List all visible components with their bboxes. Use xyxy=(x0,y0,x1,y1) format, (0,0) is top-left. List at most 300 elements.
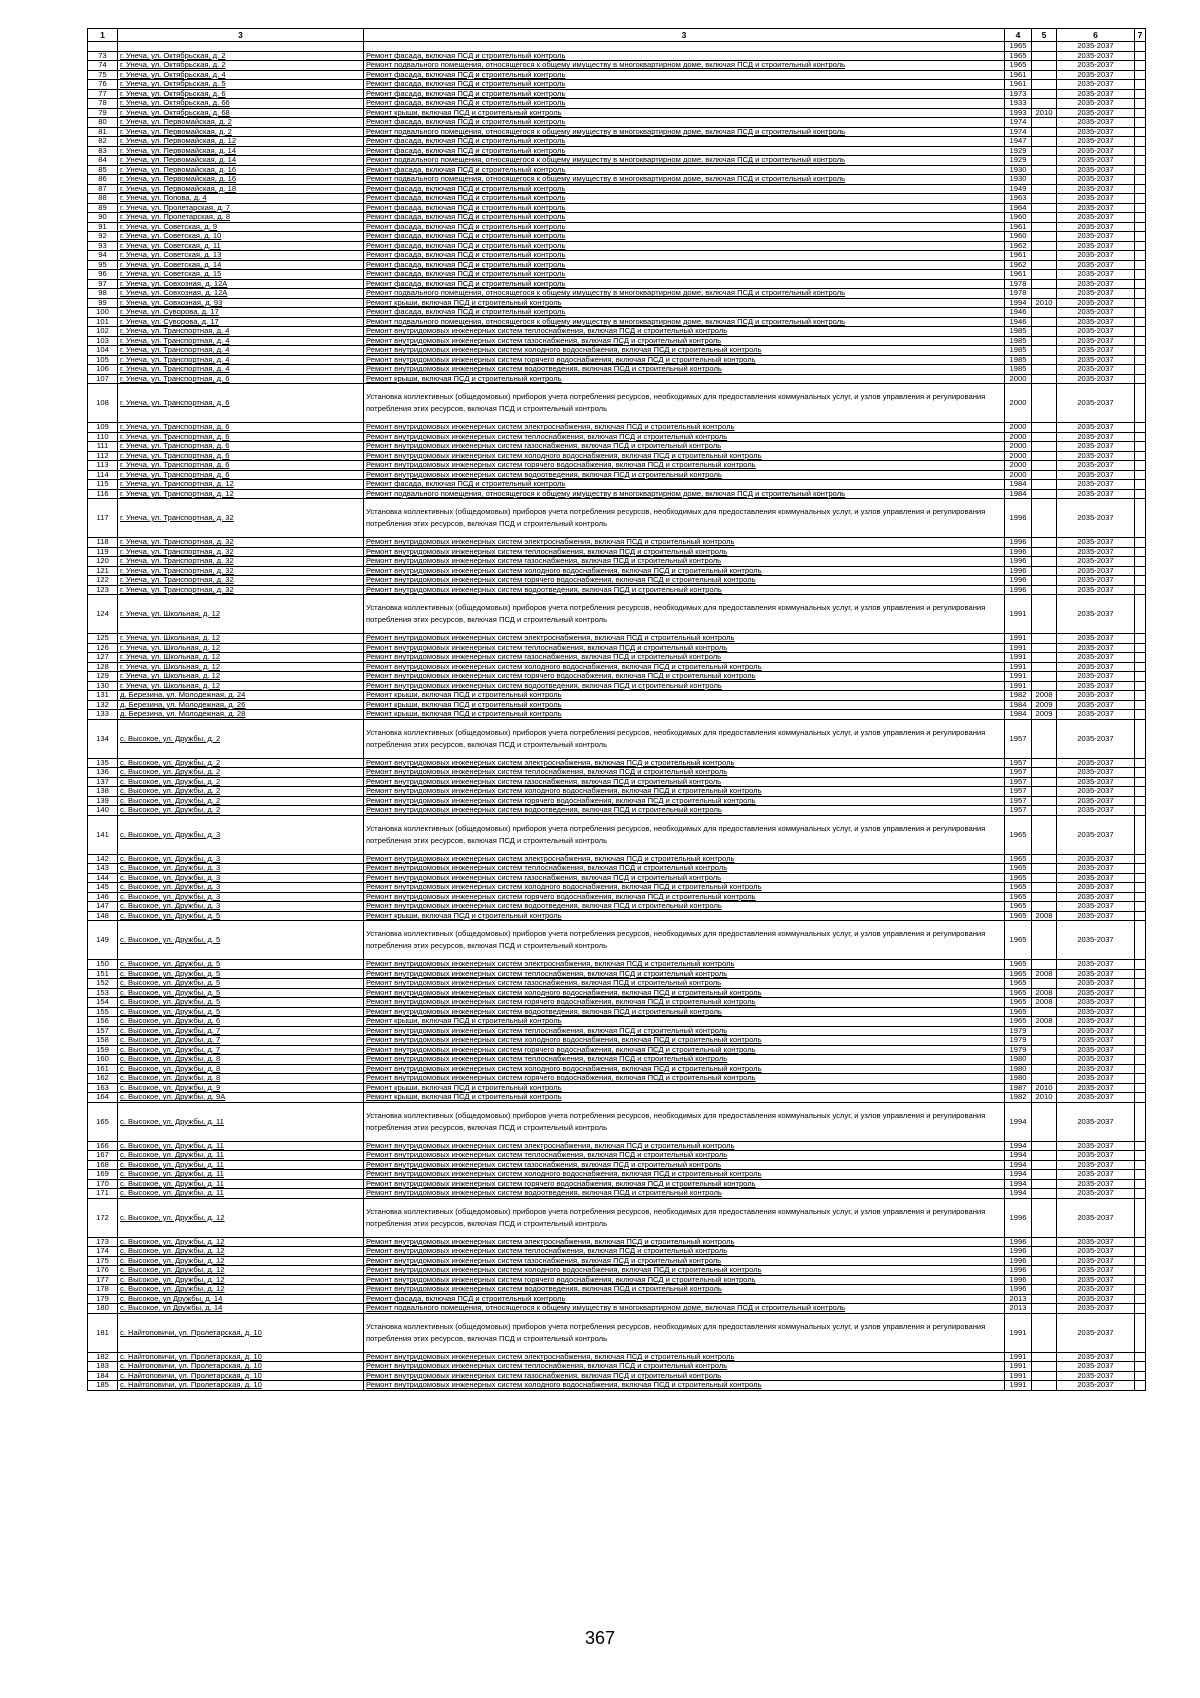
cell-col-5 xyxy=(1032,374,1057,384)
cell-col-4: 1965 xyxy=(1005,42,1032,52)
cell-col-2: с. Высокое, ул. Дружбы, д. 5 xyxy=(118,960,364,970)
cell-col-1: 178 xyxy=(88,1285,118,1295)
table-row xyxy=(88,1313,1146,1352)
cell-col-5 xyxy=(1032,327,1057,337)
cell-col-1: 136 xyxy=(88,768,118,778)
cell-col-1: 154 xyxy=(88,998,118,1008)
cell-col-4: 1985 xyxy=(1005,346,1032,356)
cell-col-3: Ремонт внутридомовых инженерных систем электроснабжения, включая ПСД и строительный контроль xyxy=(364,1237,1005,1247)
cell-col-4: 1994 xyxy=(1005,1102,1032,1141)
cell-col-4: 1994 xyxy=(1005,1151,1032,1161)
cell-col-3: Ремонт фасада, включая ПСД и строительный контроль xyxy=(364,480,1005,490)
cell-col-7 xyxy=(1135,251,1146,261)
table-row xyxy=(88,921,1146,960)
cell-col-7 xyxy=(1135,1313,1146,1352)
cell-col-6: 2035-2037 xyxy=(1057,1189,1135,1199)
cell-col-3: Ремонт внутридомовых инженерных систем холодного водоснабжения, включая ПСД и строительный контроль xyxy=(364,988,1005,998)
cell-col-3: Установка коллективных (общедомовых) приборов учета потребления ресурсов, необходимых для предоставления коммунальных услуг, и узлов управления и регулирования потребления этих ресурсов, включая ПСД и строительный контроль xyxy=(364,1198,1005,1237)
cell-col-5 xyxy=(1032,213,1057,223)
cell-col-7 xyxy=(1135,423,1146,433)
cell-col-7 xyxy=(1135,691,1146,701)
cell-col-2: г. Унеча, ул. Школьная, д. 12 xyxy=(118,634,364,644)
table-row xyxy=(88,99,1146,109)
cell-col-5 xyxy=(1032,815,1057,854)
cell-col-7 xyxy=(1135,806,1146,816)
cell-col-4: 1973 xyxy=(1005,89,1032,99)
cell-col-1: 122 xyxy=(88,576,118,586)
table-row xyxy=(88,89,1146,99)
cell-col-5 xyxy=(1032,547,1057,557)
table-row xyxy=(88,960,1146,970)
cell-col-5 xyxy=(1032,1007,1057,1017)
cell-col-7 xyxy=(1135,1294,1146,1304)
table-row xyxy=(88,1304,1146,1314)
cell-col-3: Ремонт внутридомовых инженерных систем холодного водоснабжения, включая ПСД и строительный контроль xyxy=(364,1036,1005,1046)
cell-col-7 xyxy=(1135,1055,1146,1065)
cell-col-4: 1965 xyxy=(1005,815,1032,854)
cell-col-7 xyxy=(1135,222,1146,232)
cell-col-3: Ремонт внутридомовых инженерных систем водоотведения, включая ПСД и строительный контроль xyxy=(364,1007,1005,1017)
cell-col-6: 2035-2037 xyxy=(1057,796,1135,806)
cell-col-2: г. Унеча, ул. Транспортная, д. 32 xyxy=(118,538,364,548)
cell-col-5 xyxy=(1032,662,1057,672)
cell-col-6: 2035-2037 xyxy=(1057,89,1135,99)
cell-col-1: 127 xyxy=(88,653,118,663)
cell-col-1: 113 xyxy=(88,461,118,471)
cell-col-3: Ремонт внутридомовых инженерных систем газоснабжения, включая ПСД и строительный контроль xyxy=(364,1160,1005,1170)
table-row xyxy=(88,1007,1146,1017)
cell-col-4: 1957 xyxy=(1005,806,1032,816)
cell-col-6: 2035-2037 xyxy=(1057,921,1135,960)
cell-col-6: 2035-2037 xyxy=(1057,768,1135,778)
cell-col-2: г. Унеча, ул. Транспортная, д. 6 xyxy=(118,384,364,423)
table-row xyxy=(88,308,1146,318)
cell-col-5 xyxy=(1032,89,1057,99)
cell-col-2: с. Высокое, ул. Дружбы, д. 8 xyxy=(118,1064,364,1074)
cell-col-3: Ремонт внутридомовых инженерных систем газоснабжения, включая ПСД и строительный контроль xyxy=(364,1371,1005,1381)
cell-col-6: 2035-2037 xyxy=(1057,960,1135,970)
cell-col-1: 183 xyxy=(88,1362,118,1372)
cell-col-3: Ремонт фасада, включая ПСД и строительный контроль xyxy=(364,137,1005,147)
cell-col-5 xyxy=(1032,1352,1057,1362)
cell-col-4: 1957 xyxy=(1005,777,1032,787)
cell-col-7 xyxy=(1135,260,1146,270)
cell-col-6: 2035-2037 xyxy=(1057,251,1135,261)
cell-col-4: 1980 xyxy=(1005,1064,1032,1074)
cell-col-4: 1930 xyxy=(1005,165,1032,175)
cell-col-1: 79 xyxy=(88,108,118,118)
cell-col-1: 182 xyxy=(88,1352,118,1362)
cell-col-7 xyxy=(1135,883,1146,893)
cell-col-3: Ремонт внутридомовых инженерных систем газоснабжения, включая ПСД и строительный контроль xyxy=(364,873,1005,883)
cell-col-1: 93 xyxy=(88,241,118,251)
cell-col-6: 2035-2037 xyxy=(1057,815,1135,854)
cell-col-2: г. Унеча, ул. Транспортная, д. 6 xyxy=(118,461,364,471)
table-row xyxy=(88,1189,1146,1199)
cell-col-2: с. Высокое, ул. Дружбы, д. 6 xyxy=(118,1017,364,1027)
cell-col-7 xyxy=(1135,308,1146,318)
cell-col-5 xyxy=(1032,118,1057,128)
cell-col-4: 1965 xyxy=(1005,864,1032,874)
table-row xyxy=(88,108,1146,118)
cell-col-2: с. Высокое, ул. Дружбы, д. 8 xyxy=(118,1074,364,1084)
cell-col-3: Ремонт подвального помещения, относящегося к общему имуществу в многоквартирном доме, включая ПСД и строительный контроль xyxy=(364,127,1005,137)
cell-col-6: 2035-2037 xyxy=(1057,1074,1135,1084)
table-row xyxy=(88,232,1146,242)
table-row xyxy=(88,289,1146,299)
cell-col-6: 2035-2037 xyxy=(1057,1256,1135,1266)
cell-col-1: 139 xyxy=(88,796,118,806)
cell-col-5 xyxy=(1032,768,1057,778)
cell-col-7 xyxy=(1135,298,1146,308)
cell-col-6: 2035-2037 xyxy=(1057,118,1135,128)
table-row xyxy=(88,480,1146,490)
cell-col-6: 2035-2037 xyxy=(1057,1237,1135,1247)
cell-col-3: Ремонт фасада, включая ПСД и строительный контроль xyxy=(364,260,1005,270)
cell-col-3: Ремонт подвального помещения, относящегося к общему имуществу в многоквартирном доме, включая ПСД и строительный контроль xyxy=(364,156,1005,166)
cell-col-1: 144 xyxy=(88,873,118,883)
table-row xyxy=(88,423,1146,433)
cell-col-5 xyxy=(1032,355,1057,365)
cell-col-6: 2035-2037 xyxy=(1057,42,1135,52)
cell-col-7 xyxy=(1135,998,1146,1008)
cell-col-1: 128 xyxy=(88,662,118,672)
cell-col-2: г. Унеча, ул. Транспортная, д. 6 xyxy=(118,470,364,480)
cell-col-6: 2035-2037 xyxy=(1057,1141,1135,1151)
cell-col-3: Ремонт внутридомовых инженерных систем горячего водоснабжения, включая ПСД и строительный контроль xyxy=(364,355,1005,365)
cell-col-5 xyxy=(1032,1198,1057,1237)
cell-col-1: 92 xyxy=(88,232,118,242)
cell-col-2 xyxy=(118,42,364,52)
cell-col-4: 2000 xyxy=(1005,442,1032,452)
cell-col-5 xyxy=(1032,1275,1057,1285)
cell-col-5 xyxy=(1032,576,1057,586)
cell-col-3: Ремонт внутридомовых инженерных систем теплоснабжения, включая ПСД и строительный контроль xyxy=(364,432,1005,442)
table-row xyxy=(88,451,1146,461)
cell-col-7 xyxy=(1135,768,1146,778)
cell-col-1: 169 xyxy=(88,1170,118,1180)
cell-col-3: Ремонт внутридомовых инженерных систем электроснабжения, включая ПСД и строительный контроль xyxy=(364,758,1005,768)
cell-col-5 xyxy=(1032,1189,1057,1199)
cell-col-3: Ремонт внутридомовых инженерных систем горячего водоснабжения, включая ПСД и строительный контроль xyxy=(364,1275,1005,1285)
cell-col-4: 1984 xyxy=(1005,489,1032,499)
cell-col-2: г. Унеча, ул. Школьная, д. 12 xyxy=(118,672,364,682)
cell-col-6: 2035-2037 xyxy=(1057,442,1135,452)
cell-col-5: 2009 xyxy=(1032,700,1057,710)
cell-col-2: с. Высокое, ул. Дружбы, д. 12 xyxy=(118,1247,364,1257)
cell-col-3: Ремонт подвального помещения, относящегося к общему имуществу в многоквартирном доме, включая ПСД и строительный контроль xyxy=(364,289,1005,299)
cell-col-5 xyxy=(1032,365,1057,375)
cell-col-6: 2035-2037 xyxy=(1057,1275,1135,1285)
cell-col-2: с. Высокое, ул. Дружбы, д. 12 xyxy=(118,1285,364,1295)
cell-col-2: г. Унеча, ул. Транспортная, д. 4 xyxy=(118,365,364,375)
table-row xyxy=(88,213,1146,223)
page-number: 367 xyxy=(584,1628,616,1648)
cell-col-5 xyxy=(1032,1237,1057,1247)
cell-col-6: 2035-2037 xyxy=(1057,806,1135,816)
cell-col-5 xyxy=(1032,595,1057,634)
cell-col-5 xyxy=(1032,653,1057,663)
cell-col-5 xyxy=(1032,442,1057,452)
cell-col-1: 159 xyxy=(88,1045,118,1055)
cell-col-3: Ремонт внутридомовых инженерных систем водоотведения, включая ПСД и строительный контроль xyxy=(364,1189,1005,1199)
cell-col-4: 1957 xyxy=(1005,768,1032,778)
cell-col-2: с. Высокое, ул. Дружбы, д. 11 xyxy=(118,1102,364,1141)
cell-col-6: 2035-2037 xyxy=(1057,1294,1135,1304)
cell-col-7 xyxy=(1135,787,1146,797)
table-row xyxy=(88,1036,1146,1046)
table-row xyxy=(88,1275,1146,1285)
cell-col-1: 130 xyxy=(88,681,118,691)
cell-col-4: 1961 xyxy=(1005,251,1032,261)
cell-col-5 xyxy=(1032,864,1057,874)
cell-col-4: 1996 xyxy=(1005,1247,1032,1257)
cell-col-3: Ремонт внутридомовых инженерных систем теплоснабжения, включая ПСД и строительный контроль xyxy=(364,1026,1005,1036)
cell-col-7 xyxy=(1135,279,1146,289)
cell-col-2: г. Унеча, ул. Транспортная, д. 6 xyxy=(118,442,364,452)
cell-col-1: 181 xyxy=(88,1313,118,1352)
cell-col-7 xyxy=(1135,672,1146,682)
table-row xyxy=(88,719,1146,758)
cell-col-3: Ремонт внутридомовых инженерных систем теплоснабжения, включая ПСД и строительный контроль xyxy=(364,327,1005,337)
cell-col-6: 2035-2037 xyxy=(1057,1045,1135,1055)
table-row xyxy=(88,241,1146,251)
cell-col-3: Ремонт внутридомовых инженерных систем горячего водоснабжения, включая ПСД и строительный контроль xyxy=(364,461,1005,471)
cell-col-6: 2035-2037 xyxy=(1057,969,1135,979)
cell-col-3: Ремонт внутридомовых инженерных систем газоснабжения, включая ПСД и строительный контроль xyxy=(364,653,1005,663)
header-cell: 3 xyxy=(364,29,1005,42)
cell-col-5 xyxy=(1032,99,1057,109)
cell-col-4: 1957 xyxy=(1005,787,1032,797)
cell-col-3 xyxy=(364,42,1005,52)
cell-col-5 xyxy=(1032,566,1057,576)
table-row xyxy=(88,384,1146,423)
cell-col-5 xyxy=(1032,1313,1057,1352)
cell-col-5 xyxy=(1032,892,1057,902)
cell-col-1: 94 xyxy=(88,251,118,261)
cell-col-2: г. Унеча, ул. Октябрьская, д. 2 xyxy=(118,61,364,71)
cell-col-1: 83 xyxy=(88,146,118,156)
cell-col-3: Ремонт фасада, включая ПСД и строительный контроль xyxy=(364,279,1005,289)
cell-col-6: 2035-2037 xyxy=(1057,787,1135,797)
cell-col-2: г. Унеча, ул. Школьная, д. 12 xyxy=(118,643,364,653)
cell-col-3: Ремонт внутридомовых инженерных систем горячего водоснабжения, включая ПСД и строительный контроль xyxy=(364,892,1005,902)
cell-col-1: 180 xyxy=(88,1304,118,1314)
cell-col-1: 97 xyxy=(88,279,118,289)
cell-col-4: 1985 xyxy=(1005,336,1032,346)
cell-col-7 xyxy=(1135,634,1146,644)
cell-col-3: Ремонт крыши, включая ПСД и строительный контроль xyxy=(364,1017,1005,1027)
cell-col-5 xyxy=(1032,643,1057,653)
cell-col-5 xyxy=(1032,42,1057,52)
table-row xyxy=(88,346,1146,356)
cell-col-3: Установка коллективных (общедомовых) приборов учета потребления ресурсов, необходимых для предоставления коммунальных услуг, и узлов управления и регулирования потребления этих ресурсов, включая ПСД и строительный контроль xyxy=(364,921,1005,960)
cell-col-1: 184 xyxy=(88,1371,118,1381)
cell-col-5 xyxy=(1032,137,1057,147)
cell-col-6: 2035-2037 xyxy=(1057,854,1135,864)
cell-col-5 xyxy=(1032,1151,1057,1161)
cell-col-4: 1991 xyxy=(1005,1371,1032,1381)
cell-col-7 xyxy=(1135,1160,1146,1170)
cell-col-1: 163 xyxy=(88,1083,118,1093)
cell-col-5 xyxy=(1032,384,1057,423)
cell-col-7 xyxy=(1135,1007,1146,1017)
cell-col-1: 87 xyxy=(88,184,118,194)
cell-col-2: с. Найтоповичи, ул. Пролетарская, д. 10 xyxy=(118,1352,364,1362)
cell-col-4: 1991 xyxy=(1005,653,1032,663)
cell-col-1: 175 xyxy=(88,1256,118,1266)
cell-col-4: 1965 xyxy=(1005,979,1032,989)
cell-col-2: д. Березина, ул. Молодежная, д. 28 xyxy=(118,710,364,720)
cell-col-7 xyxy=(1135,921,1146,960)
cell-col-5 xyxy=(1032,289,1057,299)
cell-col-1: 124 xyxy=(88,595,118,634)
cell-col-7 xyxy=(1135,902,1146,912)
cell-col-3: Ремонт внутридомовых инженерных систем водоотведения, включая ПСД и строительный контроль xyxy=(364,585,1005,595)
cell-col-4: 1949 xyxy=(1005,184,1032,194)
cell-col-3: Ремонт внутридомовых инженерных систем холодного водоснабжения, включая ПСД и строительный контроль xyxy=(364,662,1005,672)
cell-col-1: 84 xyxy=(88,156,118,166)
cell-col-2: г. Унеча, ул. Пролетарская, д. 7 xyxy=(118,203,364,213)
cell-col-3: Ремонт крыши, включая ПСД и строительный контроль xyxy=(364,298,1005,308)
cell-col-4: 1994 xyxy=(1005,298,1032,308)
table-row xyxy=(88,156,1146,166)
cell-col-1: 177 xyxy=(88,1275,118,1285)
cell-col-3: Ремонт внутридомовых инженерных систем электроснабжения, включая ПСД и строительный контроль xyxy=(364,423,1005,433)
cell-col-2: г. Унеча, ул. Транспортная, д. 6 xyxy=(118,374,364,384)
cell-col-2: с. Найтоповичи, ул. Пролетарская, д. 10 xyxy=(118,1381,364,1391)
cell-col-6: 2035-2037 xyxy=(1057,222,1135,232)
table-row xyxy=(88,489,1146,499)
cell-col-6: 2035-2037 xyxy=(1057,298,1135,308)
cell-col-6: 2035-2037 xyxy=(1057,470,1135,480)
cell-col-6: 2035-2037 xyxy=(1057,279,1135,289)
cell-col-6: 2035-2037 xyxy=(1057,365,1135,375)
cell-col-5: 2010 xyxy=(1032,298,1057,308)
cell-col-3: Ремонт внутридомовых инженерных систем теплоснабжения, включая ПСД и строительный контроль xyxy=(364,643,1005,653)
cell-col-3: Ремонт внутридомовых инженерных систем теплоснабжения, включая ПСД и строительный контроль xyxy=(364,768,1005,778)
cell-col-7 xyxy=(1135,719,1146,758)
table-row xyxy=(88,51,1146,61)
cell-col-6: 2035-2037 xyxy=(1057,979,1135,989)
cell-col-3: Ремонт фасада, включая ПСД и строительный контроль xyxy=(364,194,1005,204)
cell-col-4: 1962 xyxy=(1005,241,1032,251)
cell-col-2: с. Высокое, ул. Дружбы, д. 3 xyxy=(118,854,364,864)
cell-col-4: 1965 xyxy=(1005,911,1032,921)
cell-col-4: 1982 xyxy=(1005,691,1032,701)
table-row xyxy=(88,118,1146,128)
table-row xyxy=(88,1074,1146,1084)
cell-col-4: 1996 xyxy=(1005,499,1032,538)
cell-col-4: 1965 xyxy=(1005,51,1032,61)
cell-col-3: Ремонт крыши, включая ПСД и строительный контроль xyxy=(364,1093,1005,1103)
cell-col-2: с. Высокое, ул. Дружбы, д. 3 xyxy=(118,873,364,883)
table-row xyxy=(88,768,1146,778)
cell-col-7 xyxy=(1135,1026,1146,1036)
cell-col-7 xyxy=(1135,374,1146,384)
cell-col-5 xyxy=(1032,1179,1057,1189)
table-row xyxy=(88,70,1146,80)
cell-col-3: Ремонт внутридомовых инженерных систем водоотведения, включая ПСД и строительный контроль xyxy=(364,681,1005,691)
header-cell: 4 xyxy=(1005,29,1032,42)
cell-col-7 xyxy=(1135,796,1146,806)
cell-col-3: Ремонт внутридомовых инженерных систем электроснабжения, включая ПСД и строительный контроль xyxy=(364,1141,1005,1151)
cell-col-4: 2000 xyxy=(1005,470,1032,480)
cell-col-6: 2035-2037 xyxy=(1057,260,1135,270)
cell-col-2: г. Унеча, ул. Транспортная, д. 32 xyxy=(118,557,364,567)
cell-col-2: с. Высокое, ул. Дружбы, д. 2 xyxy=(118,758,364,768)
cell-col-5 xyxy=(1032,156,1057,166)
cell-col-5 xyxy=(1032,1064,1057,1074)
cell-col-7 xyxy=(1135,384,1146,423)
cell-col-5 xyxy=(1032,777,1057,787)
cell-col-7 xyxy=(1135,1093,1146,1103)
table-row xyxy=(88,461,1146,471)
cell-col-1: 132 xyxy=(88,700,118,710)
cell-col-2: с. Высокое, ул Дружбы, д. 14 xyxy=(118,1304,364,1314)
cell-col-2: г. Унеча, ул. Советская, д. 15 xyxy=(118,270,364,280)
cell-col-2: г. Унеча, ул. Октябрьская, д. 2 xyxy=(118,51,364,61)
cell-col-5 xyxy=(1032,796,1057,806)
table-row xyxy=(88,806,1146,816)
cell-col-1: 185 xyxy=(88,1381,118,1391)
table-row xyxy=(88,1198,1146,1237)
cell-col-3: Ремонт внутридомовых инженерных систем горячего водоснабжения, включая ПСД и строительный контроль xyxy=(364,1179,1005,1189)
cell-col-5 xyxy=(1032,127,1057,137)
cell-col-3: Ремонт внутридомовых инженерных систем холодного водоснабжения, включая ПСД и строительный контроль xyxy=(364,1170,1005,1180)
cell-col-6: 2035-2037 xyxy=(1057,1381,1135,1391)
table-row xyxy=(88,1170,1146,1180)
cell-col-3: Установка коллективных (общедомовых) приборов учета потребления ресурсов, необходимых для предоставления коммунальных услуг, и узлов управления и регулирования потребления этих ресурсов, включая ПСД и строительный контроль xyxy=(364,719,1005,758)
table-row xyxy=(88,787,1146,797)
cell-col-7 xyxy=(1135,1198,1146,1237)
cell-col-4: 2013 xyxy=(1005,1294,1032,1304)
cell-col-4: 1961 xyxy=(1005,80,1032,90)
cell-col-6: 2035-2037 xyxy=(1057,902,1135,912)
cell-col-5 xyxy=(1032,165,1057,175)
cell-col-6: 2035-2037 xyxy=(1057,194,1135,204)
cell-col-3: Ремонт подвального помещения, относящегося к общему имуществу в многоквартирном доме, включая ПСД и строительный контроль xyxy=(364,61,1005,71)
cell-col-4: 1993 xyxy=(1005,108,1032,118)
cell-col-1: 173 xyxy=(88,1237,118,1247)
cell-col-7 xyxy=(1135,557,1146,567)
cell-col-1: 161 xyxy=(88,1064,118,1074)
table-row xyxy=(88,1371,1146,1381)
table-row xyxy=(88,298,1146,308)
cell-col-3: Ремонт фасада, включая ПСД и строительный контроль xyxy=(364,308,1005,318)
table-row xyxy=(88,251,1146,261)
cell-col-4: 1965 xyxy=(1005,960,1032,970)
cell-col-4: 1996 xyxy=(1005,1198,1032,1237)
cell-col-6: 2035-2037 xyxy=(1057,80,1135,90)
cell-col-5 xyxy=(1032,432,1057,442)
cell-col-4: 1985 xyxy=(1005,365,1032,375)
cell-col-1: 176 xyxy=(88,1266,118,1276)
cell-col-1: 105 xyxy=(88,355,118,365)
cell-col-2: г. Унеча, ул. Транспортная, д. 6 xyxy=(118,432,364,442)
cell-col-4: 1961 xyxy=(1005,70,1032,80)
cell-col-4: 1991 xyxy=(1005,662,1032,672)
cell-col-7 xyxy=(1135,61,1146,71)
cell-col-1: 74 xyxy=(88,61,118,71)
cell-col-5 xyxy=(1032,1045,1057,1055)
cell-col-1: 135 xyxy=(88,758,118,768)
header-cell: 1 xyxy=(88,29,118,42)
cell-col-4: 1996 xyxy=(1005,538,1032,548)
cell-col-6: 2035-2037 xyxy=(1057,308,1135,318)
table-row xyxy=(88,557,1146,567)
cell-col-5 xyxy=(1032,61,1057,71)
